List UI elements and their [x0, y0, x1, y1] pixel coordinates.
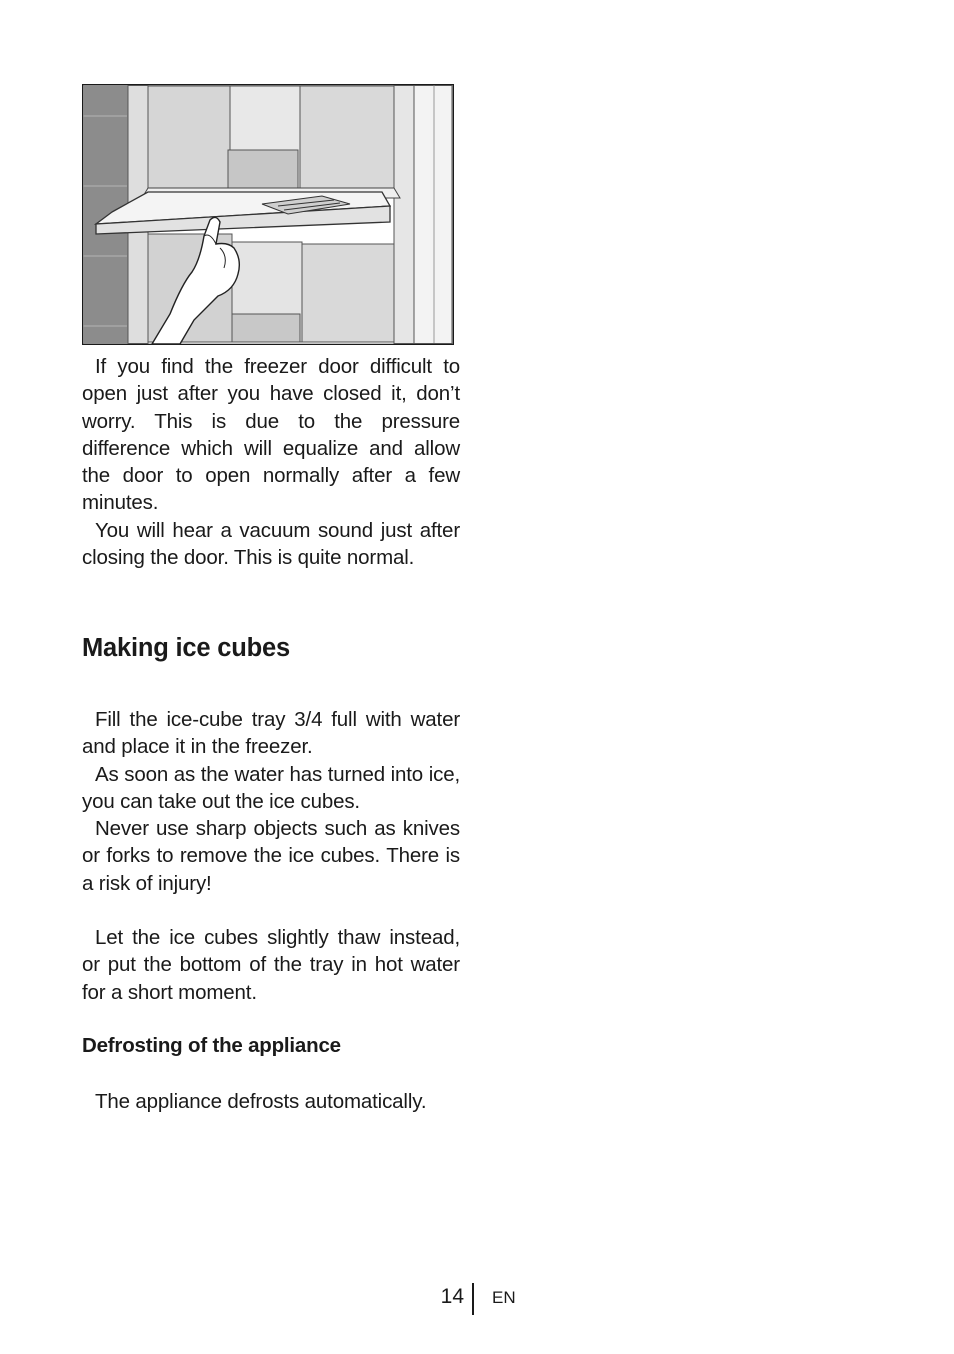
freezer-drawer-illustration — [82, 84, 454, 345]
defrosting-section — [82, 1088, 460, 1115]
sharp-objects-warning-paragraph: Never use sharp objects such as knives or forks to remove the ice cubes. There is a risk of injury! — [82, 817, 460, 895]
thaw-paragraph: Let the ice cubes slightly thaw instead, or put the bottom of the tray in hot water for a short moment. — [82, 926, 460, 1004]
defrost-automatic-paragraph: The appliance defrosts automatically. — [95, 1090, 427, 1113]
door-info-section — [82, 353, 460, 571]
defrosting-heading: Defrosting of the appliance — [82, 1034, 341, 1057]
freezer-drawer-pull-icon — [82, 84, 454, 345]
page-number: 14 — [440, 1285, 464, 1308]
vacuum-sound-paragraph: You will hear a vacuum sound just after closing the door. This is quite normal. — [82, 518, 460, 570]
take-out-paragraph: As soon as the water has turned into ice, you can take out the ice cubes. — [82, 762, 460, 813]
page-footer — [0, 1283, 954, 1315]
fill-tray-paragraph: Fill the ice-cube tray 3/4 full with water and place it in the freezer. — [82, 708, 460, 759]
making-ice-cubes-heading: Making ice cubes — [82, 634, 290, 662]
ice-cubes-section — [82, 706, 460, 897]
door-pressure-paragraph: If you find the freezer door difficult to open just after you have closed it, don’t worry. This is due to the pressure difference which will equalize and allow the door to open normally after a few minutes. — [82, 355, 460, 515]
footer-divider — [472, 1283, 474, 1315]
thaw-section — [82, 924, 460, 1006]
language-code: EN — [492, 1288, 516, 1307]
